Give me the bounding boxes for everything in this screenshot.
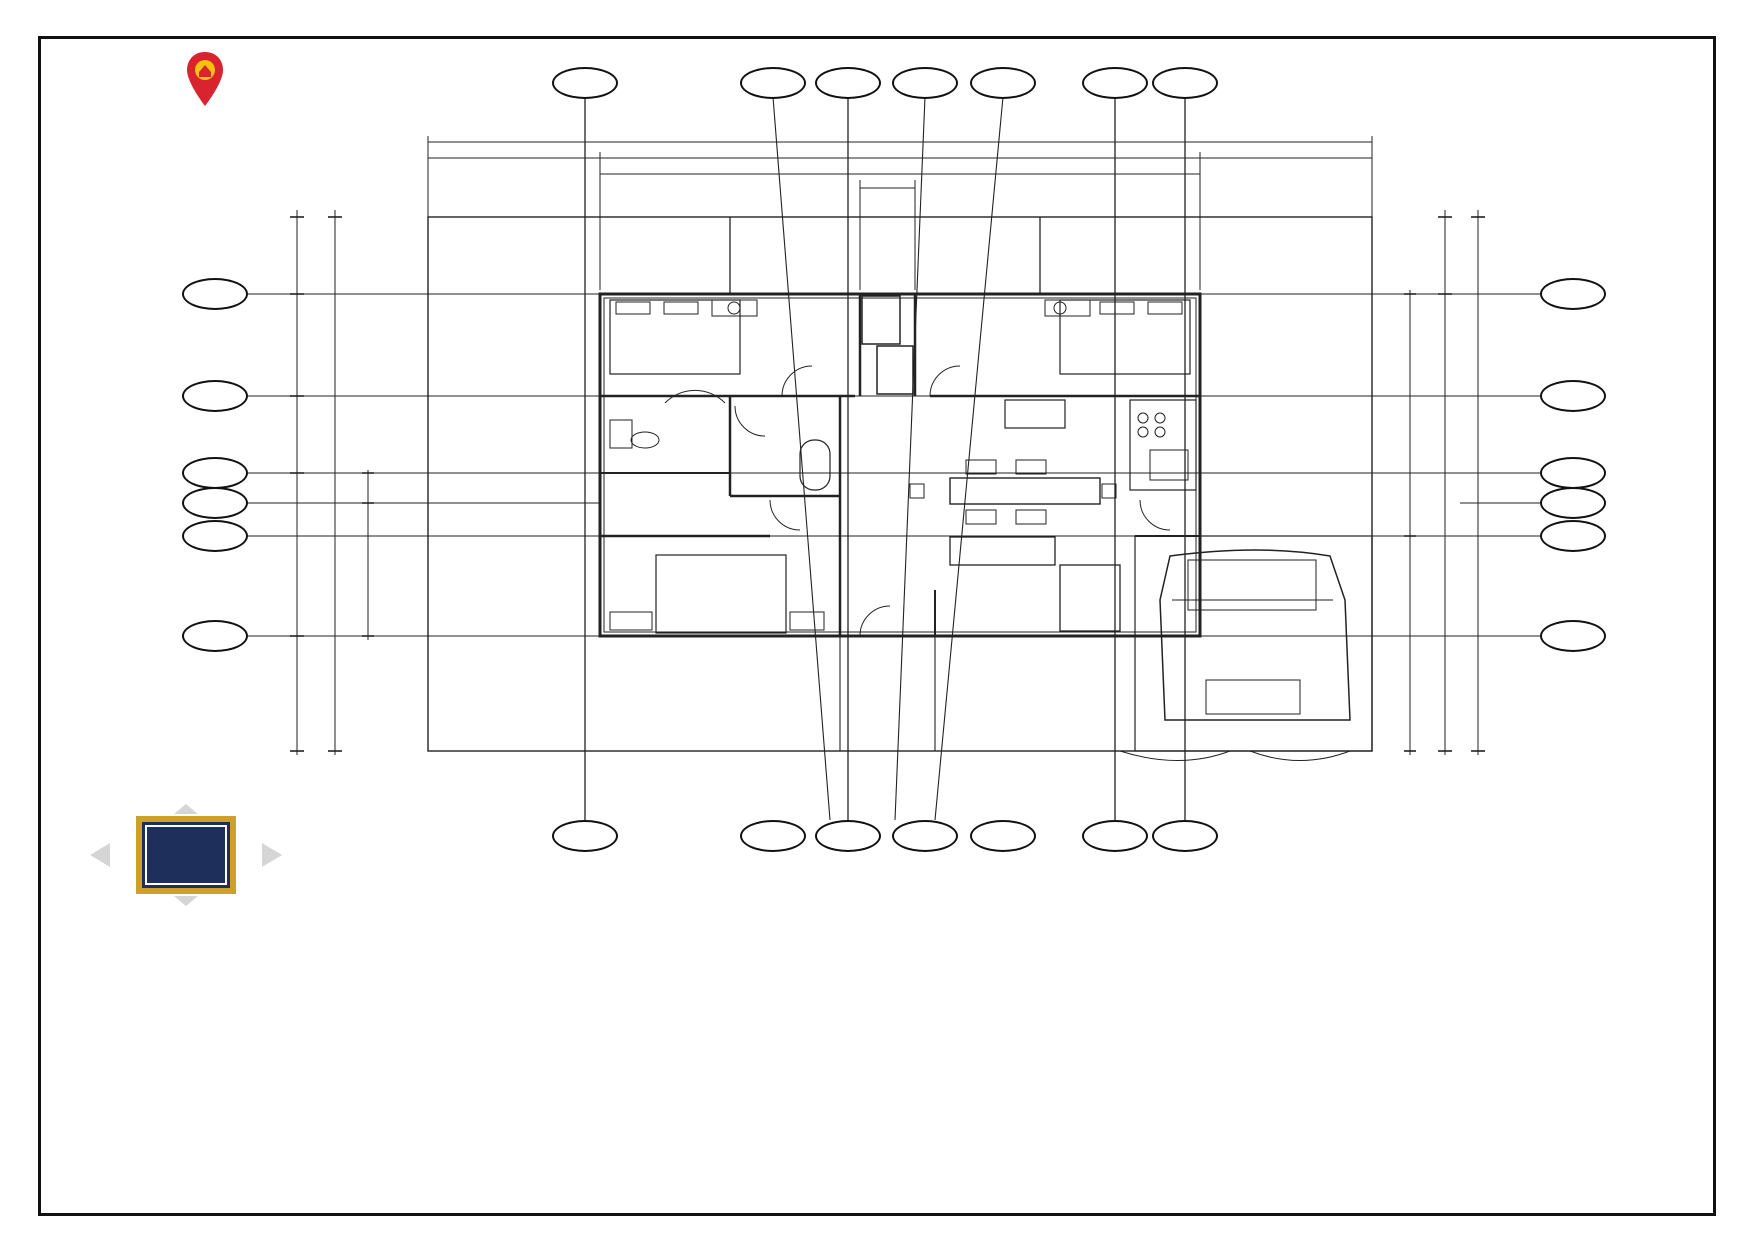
- grid-col-b-top: [740, 67, 806, 99]
- grid-col-c-top: [1152, 67, 1218, 99]
- grid-col-b3-bottom: [970, 820, 1036, 852]
- grid-col-c-bottom: [1152, 820, 1218, 852]
- grid-row-2b-right: [1540, 487, 1606, 519]
- grid-row-3-right: [1540, 520, 1606, 552]
- grid-line-b: [773, 97, 830, 820]
- grid-col-b3-top: [970, 67, 1036, 99]
- grid-col-b-bottom: [740, 820, 806, 852]
- grid-row-3-left: [182, 520, 248, 552]
- grid-col-b2-bottom: [892, 820, 958, 852]
- grid-row-2a-left: [182, 457, 248, 489]
- grid-col-b2-top: [892, 67, 958, 99]
- grid-col-b1-top: [815, 67, 881, 99]
- grid-col-a-top: [552, 67, 618, 99]
- grid-row-1-right: [1540, 278, 1606, 310]
- grid-col-ca-bottom: [1082, 820, 1148, 852]
- grid-row-4-left: [182, 620, 248, 652]
- grid-row-4-right: [1540, 620, 1606, 652]
- grid-col-a-bottom: [552, 820, 618, 852]
- grid-row-2-right: [1540, 380, 1606, 412]
- grid-row-2-left: [182, 380, 248, 412]
- grid-row-2a-right: [1540, 457, 1606, 489]
- grid-col-ca-top: [1082, 67, 1148, 99]
- grid-row-3a-left: [182, 487, 248, 519]
- grid-col-b1-bottom: [815, 820, 881, 852]
- grid-row-1-left: [182, 278, 248, 310]
